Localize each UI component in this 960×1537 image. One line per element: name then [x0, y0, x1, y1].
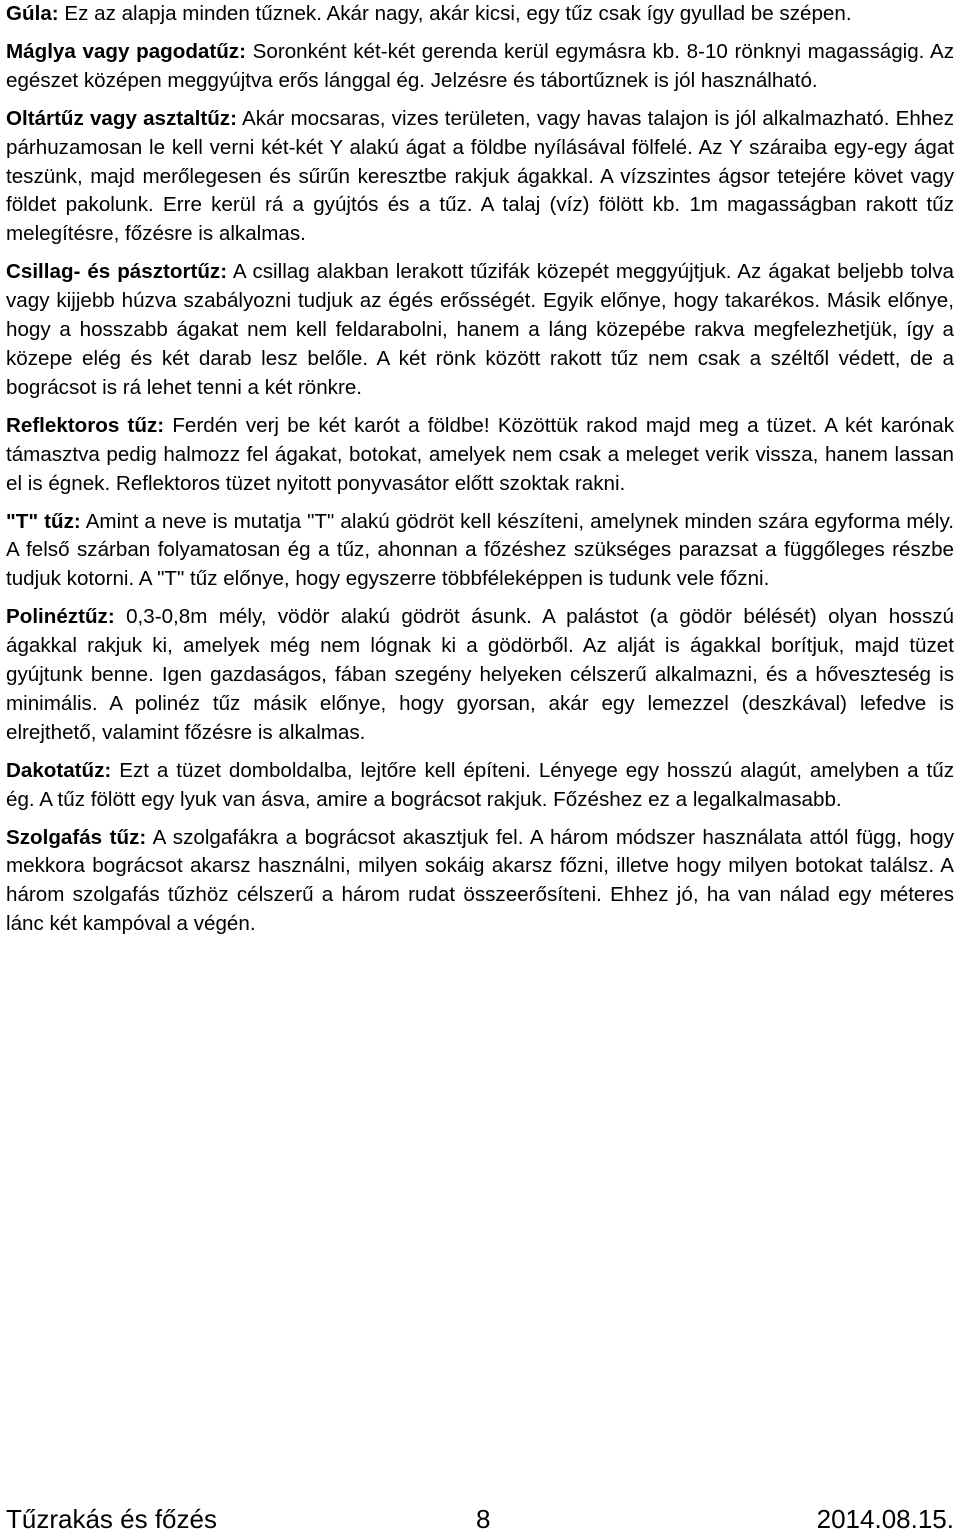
paragraph-dakotatuz: [6, 757, 954, 815]
page-footer: [6, 1504, 954, 1534]
paragraph-maglya: [6, 38, 954, 96]
document-body: [6, 0, 954, 939]
footer-page-number: 8: [476, 1504, 491, 1534]
term-t-tuz: "T" tűz:: [6, 509, 81, 533]
text-szolgafas: A szolgafákra a bográcsot akasztjuk fel. A három módszer használata attól függ, hogy mekkora bográcsot akarsz használni, milyen sokáig akarsz főzni, illetve hogy milyen botokat találsz. A három szolgafás tűzhöz célszerű a három rudat összeerősíteni. Ehhez jó, ha van nálad egy méteres lánc két kampóval a végén.: [6, 825, 954, 936]
text-csillag: A csillag alakban lerakott tűzifák közepét meggyújtjuk. Az ágakat beljebb tolva vagy kijjebb húzva szabályozni tudjuk az égés erősségét. Egyik előnye, hogy takarékos. Másik előnye, hogy a hosszabb ágakat nem kell feldarabolni, hanem a láng közepébe rakva megfelezhetjük, így a közepe elég és két darab lesz belőle. A két rönk között rakott tűz nem csak a széltől védett, de a bográcsot is rá lehet tenni a két rönkre.: [6, 260, 954, 399]
text-gula: Ez az alapja minden tűznek. Akár nagy, akár kicsi, egy tűz csak így gyullad be szépen.: [58, 2, 852, 25]
term-oltartuz: Oltártűz vagy asztaltűz:: [6, 106, 237, 130]
text-oltartuz: Akár mocsaras, vizes területen, vagy havas talajon is jól alkalmazható. Ehhez párhuzamosan le kell verni két-két Y alakú ágat a földbe nyílásával fölfelé. Az Y száraiba egy-egy ágat teszünk, majd merőlegesen és sűrűn keresztbe rakjuk ágakkal. A vízszintes ágsor tetejére követ vagy földet pakolunk. Erre kerül rá a gyújtós és a tűz. A talaj (víz) fölött kb. 1m magasságban rakott tűz melegítésre, főzésre is alkalmas.: [6, 106, 954, 246]
footer-date: 2014.08.15.: [816, 1504, 954, 1534]
paragraph-csillag: [6, 258, 954, 403]
term-csillag: Csillag- és pásztortűz:: [6, 260, 228, 284]
paragraph-t-tuz: [6, 508, 954, 595]
paragraph-reflektoros: [6, 412, 954, 499]
text-t-tuz: Amint a neve is mutatja "T" alakú gödröt kell készíteni, amelynek minden szára egyforma mély. A felső szárban folyamatosan ég a tűz, ahonnan a főzéshez szükséges parazsat a függőleges részbe tudjuk kotorni. A "T" tűz előnye, hogy egyszerre többféleképpen is tudunk vele főzni.: [6, 509, 954, 591]
term-szolgafas: Szolgafás tűz:: [6, 825, 147, 849]
term-gula: Gúla:: [6, 2, 59, 25]
footer-title: Tűzrakás és főzés: [6, 1504, 217, 1534]
text-maglya: Soronként két-két gerenda kerül egymásra kb. 8-10 rönknyi magasságig. Az egészet középen meggyújtva erős lánggal ég. Jelzésre és tábortűznek is jól használható.: [6, 39, 954, 92]
text-polineztuz: 0,3-0,8m mély, vödör alakú gödröt ásunk. A palástot (a gödör bélését) olyan hosszú ágakkal rakjuk ki, amelyek még nem lógnak ki a gödörből. Az alját is ágakkal borítjuk, majd tüzet gyújtunk benne. Igen gazdaságos, fában szegény helyeken célszerű alkalmazni, és a hőveszteség is minimális. A polinéz tűz másik előnye, hogy gyorsan, akár egy lemezzel (deszkával) lefedve is elrejthető, valamint főzésre is alkalmas.: [6, 605, 954, 744]
paragraph-polineztuz: [6, 603, 954, 748]
term-reflektoros: Reflektoros tűz:: [6, 413, 165, 437]
term-polineztuz: Polinéztűz:: [6, 605, 115, 629]
term-dakotatuz: Dakotatűz:: [6, 758, 112, 782]
text-reflektoros: Ferdén verj be két karót a földbe! Közöttük rakod majd meg a tüzet. A két karónak támasztva pedig halmozz fel ágakat, botokat, amelyek nem csak a meleget verik vissza, hanem lassan el is égnek. Reflektoros tüzet nyitott ponyvasátor előtt szoktak rakni.: [6, 413, 954, 495]
term-maglya: Máglya vagy pagodatűz:: [6, 39, 246, 63]
paragraph-oltartuz: [6, 105, 954, 250]
paragraph-gula: [6, 0, 954, 29]
text-dakotatuz: Ezt a tüzet domboldalba, lejtőre kell építeni. Lényege egy hosszú alagút, amelyben a tűz ég. A tűz fölött egy lyuk van ásva, amire a bográcsot rakjuk. Főzéshez ez a legalkalmasabb.: [6, 758, 954, 811]
paragraph-szolgafas: [6, 824, 954, 940]
